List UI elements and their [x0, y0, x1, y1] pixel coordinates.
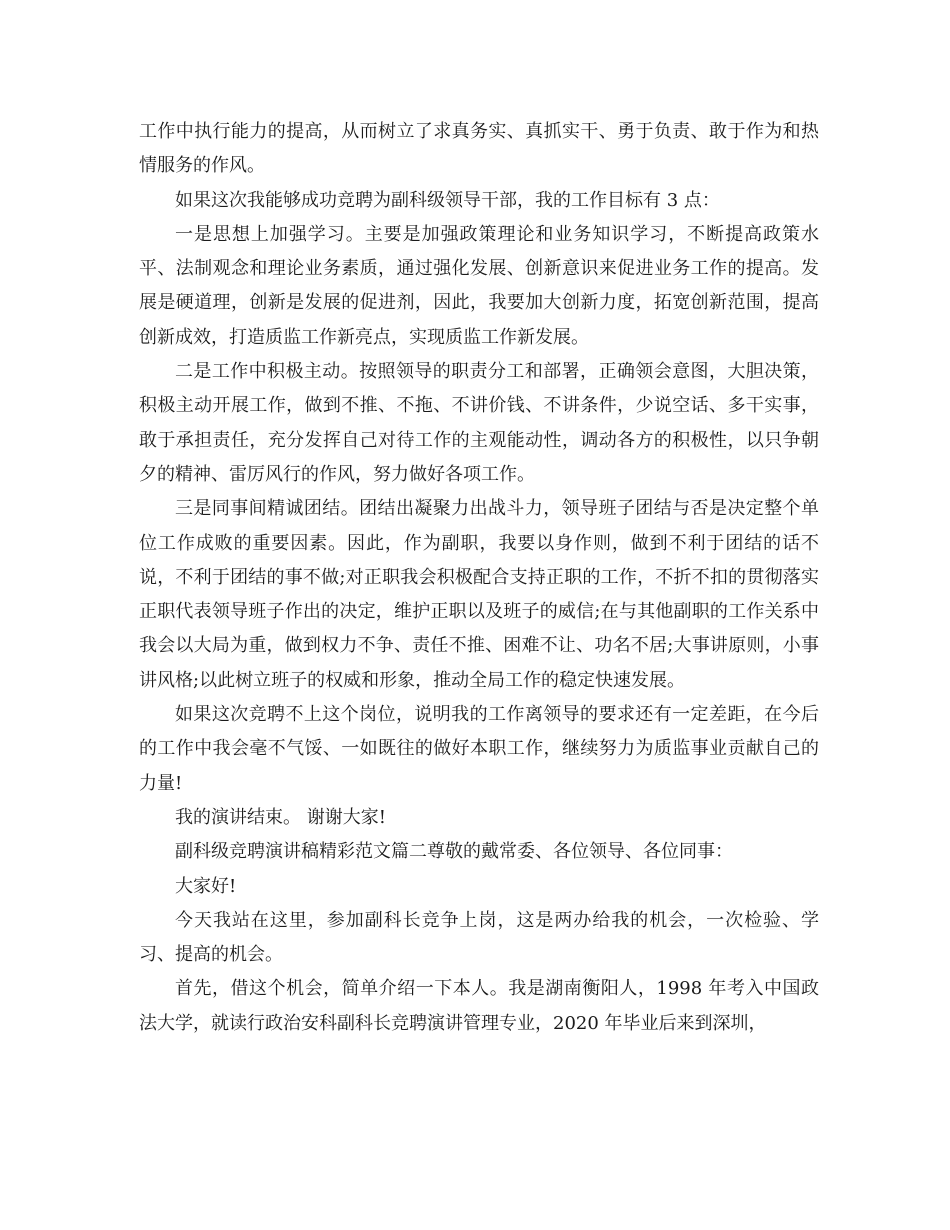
paragraph-4: 二是工作中积极主动。按照领导的职责分工和部署，正确领会意图，大胆决策，积极主动开展工作，做到不推、不拖、不讲价钱、不讲条件，少说空话、多干实事，敢于承担责任，充分发挥自己对待工作的主观能动性，调动各方的积极性，以只争朝夕的精神、雷厉风行的作风，努力做好各项工作。 [139, 361, 819, 485]
paragraph-7: 我的演讲结束。 谢谢大家! [175, 806, 386, 828]
paragraph-10: 今天我站在这里，参加副科长竞争上岗，这是两办给我的机会，一次检验、学习、提高的机会。 [139, 909, 819, 966]
paragraph-2: 如果这次我能够成功竞聘为副科级领导干部，我的工作目标有 3 点： [175, 189, 720, 211]
paragraph-11: 首先，借这个机会，简单介绍一下本人。我是湖南衡阳人，1998 年考入中国政法大学，就读行政治安科副科长竞聘演讲管理专业，2020 年毕业后来到深圳， [139, 978, 819, 1034]
paragraph-8: 副科级竞聘演讲稿精彩范文篇二尊敬的戴常委、各位领导、各位同事： [175, 841, 733, 863]
document-body [139, 115, 819, 1041]
paragraph-9: 大家好! [175, 875, 237, 897]
paragraph-3: 一是思想上加强学习。主要是加强政策理论和业务知识学习，不断提高政策水平、法制观念和理论业务素质，通过强化发展、创新意识来促进业务工作的提高。发展是硬道理，创新是发展的促进剂，因此，我要加大创新力度，拓宽创新范围，提高创新成效，打造质监工作新亮点，实现质监工作新发展。 [139, 223, 819, 348]
paragraph-5: 三是同事间精诚团结。团结出凝聚力出战斗力，领导班子团结与否是决定整个单位工作成败的重要因素。因此，作为副职，我要以身作则，做到不利于团结的话不说，不利于团结的事不做;对正职我会积极配合支持正职的工作，不折不扣的贯彻落实正职代表领导班子作出的决定，维护正职以及班子的威信;在与其他副职的工作关系中我会以大局为重，做到权力不争、责任不推、困难不让、功名不居;大事讲原则，小事讲风格;以此树立班子的权威和形象，推动全局工作的稳定快速发展。 [139, 498, 819, 691]
paragraph-6: 如果这次竞聘不上这个岗位，说明我的工作离领导的要求还有一定差距，在今后的工作中我会毫不气馁、一如既往的做好本职工作，继续努力为质监事业贡献自己的力量! [139, 704, 819, 794]
paragraph-1: 工作中执行能力的提高，从而树立了求真务实、真抓实干、勇于负责、敢于作为和热情服务的作风。 [139, 121, 819, 177]
